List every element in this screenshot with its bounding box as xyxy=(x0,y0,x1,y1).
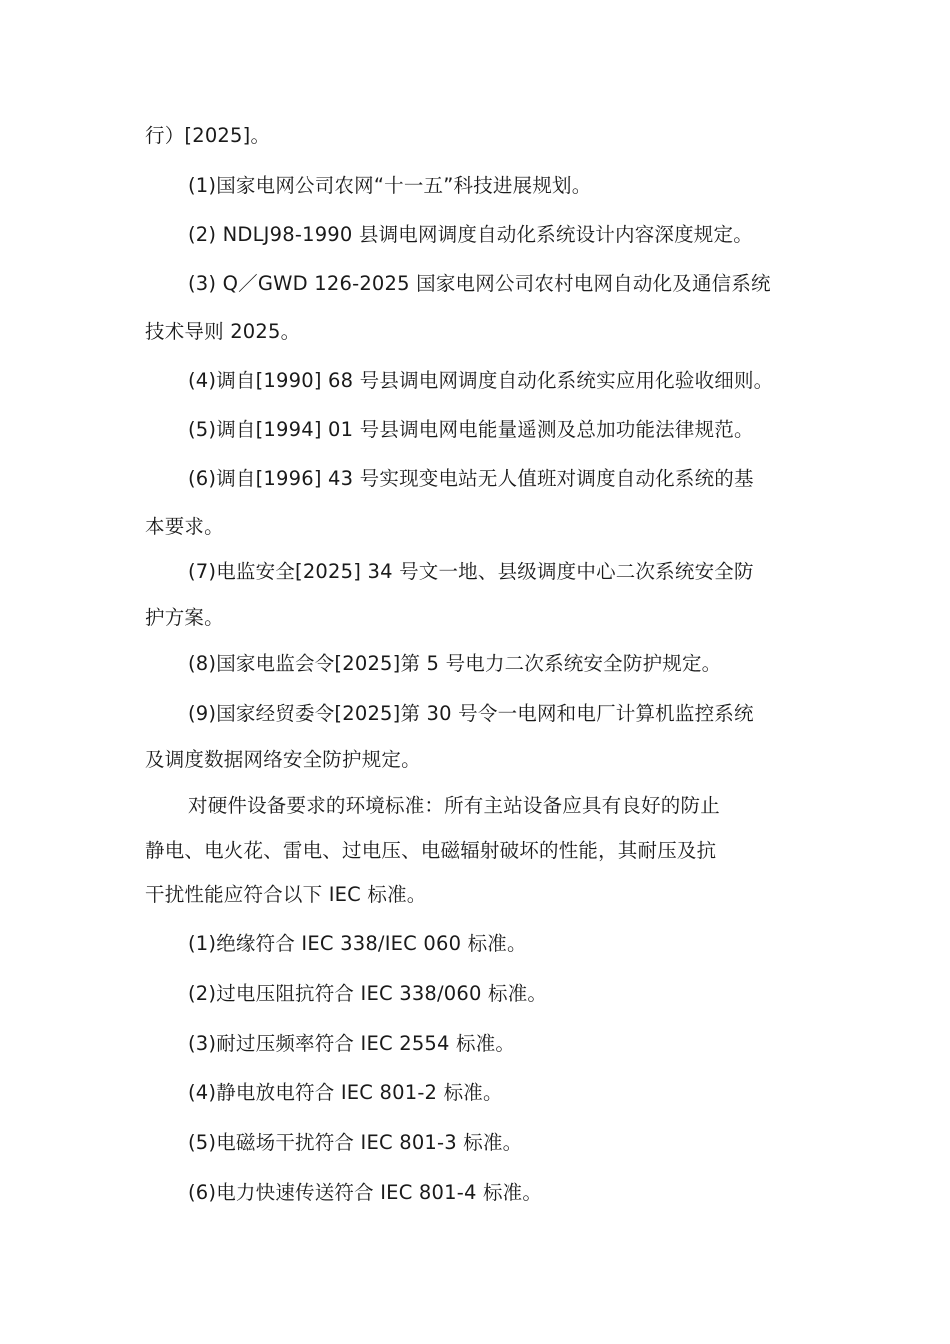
standard-item-3: (3)耐过压频率符合 IEC 2554 标准。 xyxy=(188,1032,516,1055)
standard-item-1: (1)绝缘符合 IEC 338/IEC 060 标准。 xyxy=(188,932,527,955)
reference-item-3-continued: 技术导则 2025。 xyxy=(145,320,301,343)
standard-item-5: (5)电磁场干扰符合 IEC 801-3 标准。 xyxy=(188,1131,523,1154)
reference-item-9-continued: 及调度数据网络安全防护规定。 xyxy=(145,748,421,771)
reference-item-6: (6)调自[1996] 43 号实现变电站无人值班对调度自动化系统的基 xyxy=(188,467,754,490)
reference-item-6-continued: 本要求。 xyxy=(145,515,224,538)
standard-item-2: (2)过电压阻抗符合 IEC 338/060 标准。 xyxy=(188,982,548,1005)
reference-item-9: (9)国家经贸委令[2025]第 30 号令一电网和电厂计算机监控系统 xyxy=(188,702,754,725)
standard-item-4: (4)静电放电符合 IEC 801-2 标准。 xyxy=(188,1081,503,1104)
reference-item-4: (4)调自[1990] 68 号县调电网调度自动化系统实应用化验收细则。 xyxy=(188,369,774,392)
reference-item-1: (1)国家电网公司农网“十一五”科技进展规划。 xyxy=(188,174,592,197)
environment-paragraph: 对硬件设备要求的环境标准：所有主站设备应具有良好的防止 xyxy=(188,794,720,817)
reference-item-2: (2) NDLJ98-1990 县调电网调度自动化系统设计内容深度规定。 xyxy=(188,223,753,246)
reference-item-5: (5)调自[1994] 01 号县调电网电能量遥测及总加功能法律规范。 xyxy=(188,418,754,441)
reference-item-7: (7)电监安全[2025] 34 号文一地、县级调度中心二次系统安全防 xyxy=(188,560,754,583)
standard-item-6: (6)电力快速传送符合 IEC 801-4 标准。 xyxy=(188,1181,543,1204)
reference-item-7-continued: 护方案。 xyxy=(145,606,224,629)
reference-item-3: (3) Q／GWD 126-2025 国家电网公司农村电网自动化及通信系统 xyxy=(188,272,771,295)
paragraph-line: 行）[2025]。 xyxy=(145,124,271,147)
reference-item-8: (8)国家电监会令[2025]第 5 号电力二次系统安全防护规定。 xyxy=(188,652,722,675)
environment-paragraph-line-2: 静电、电火花、雷电、过电压、电磁辐射破坏的性能，其耐压及抗 xyxy=(145,839,717,862)
environment-paragraph-line-3: 干扰性能应符合以下 IEC 标准。 xyxy=(145,883,427,906)
